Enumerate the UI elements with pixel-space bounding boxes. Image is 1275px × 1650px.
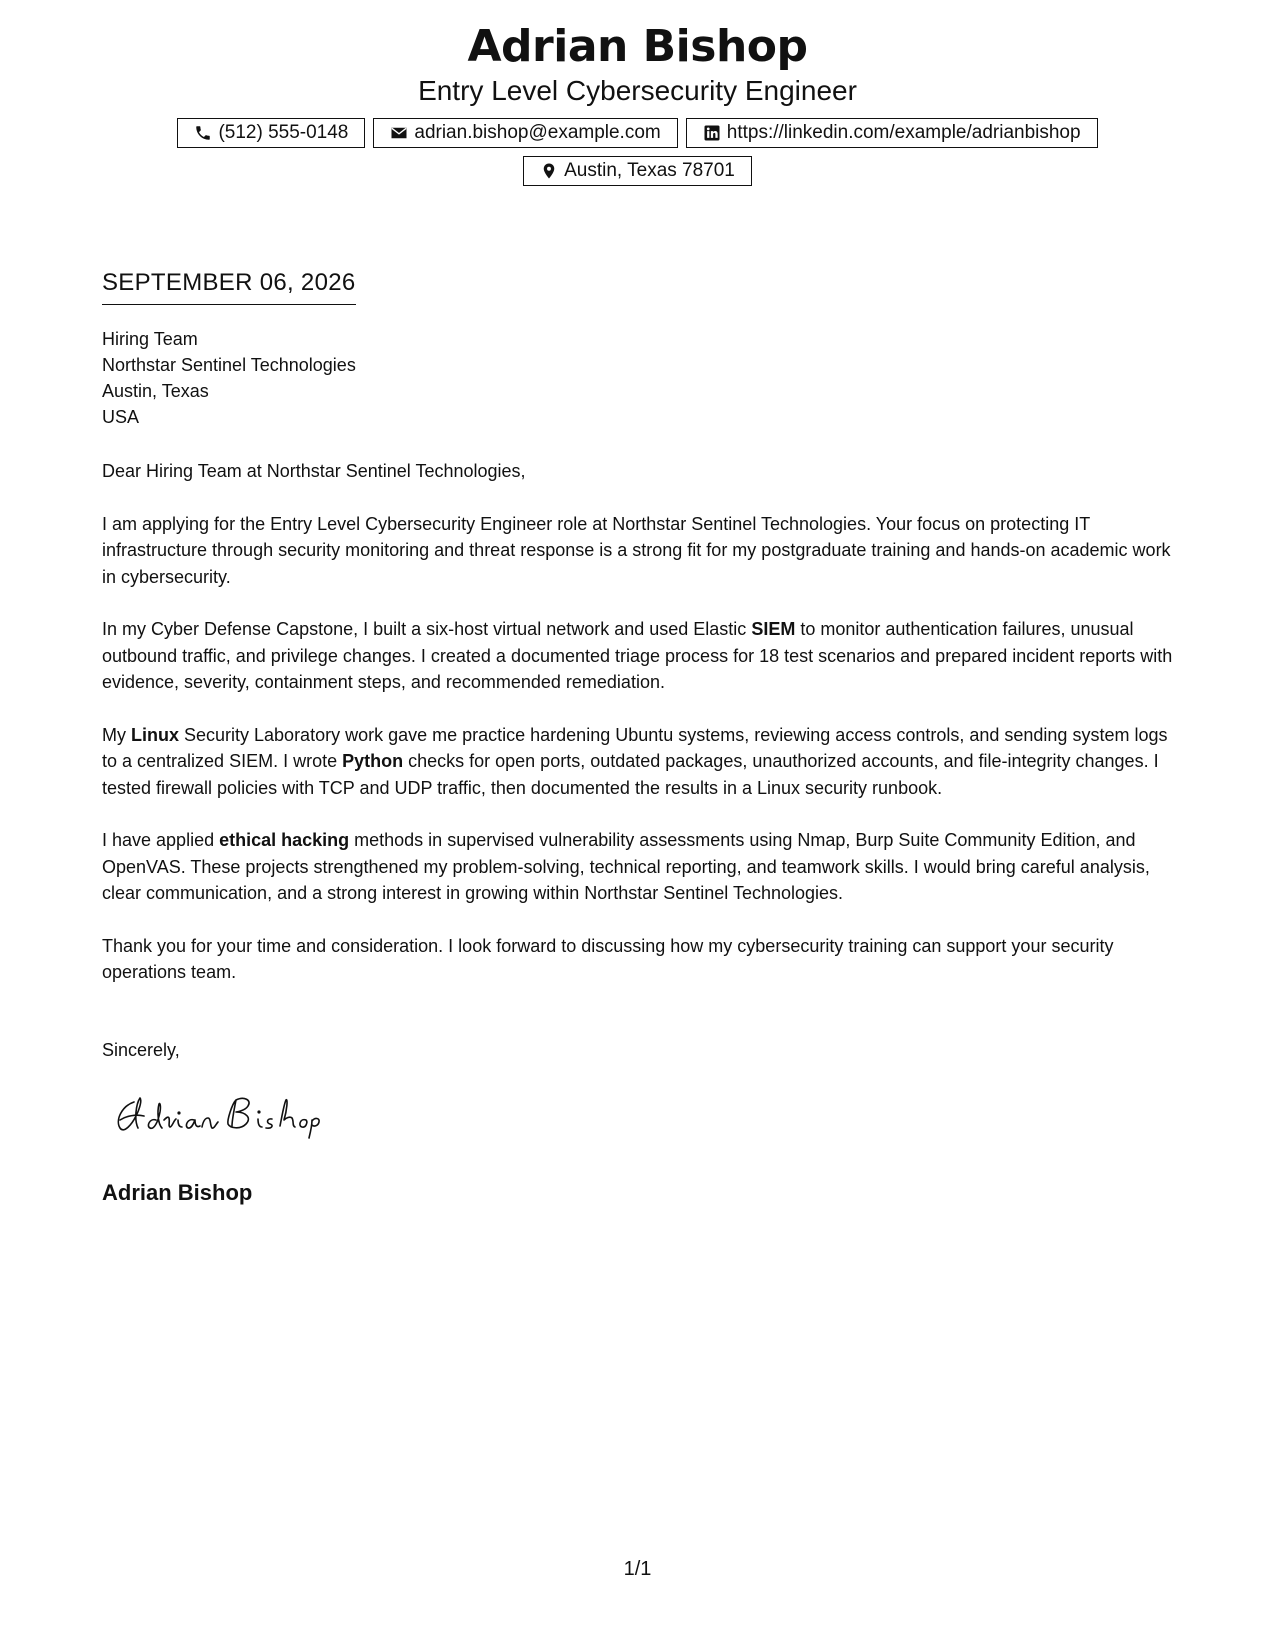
paragraph-intro: I am applying for the Entry Level Cybersecurity Engineer role at Northstar Sentinel Technologies. Your focus on protecting IT infrastructure through security monitoring and threat response is a strong fit for my postgraduate training and hands-on academic work in cybersecurity. — [102, 513, 1171, 587]
phone-icon — [194, 124, 212, 142]
applicant-role: Entry Level Cybersecurity Engineer — [418, 75, 857, 106]
keyword-python: Python — [342, 751, 404, 771]
email-contact[interactable] — [373, 118, 677, 148]
linkedin-icon — [703, 124, 721, 142]
letter-header — [0, 20, 1275, 186]
paragraph-linux: My Linux Security Laboratory work gave me practice hardening Ubuntu systems, reviewing access controls, and sending system logs to a centralized SIEM. I wrote Python checks for open ports, outdated packages, unauthorized accounts, and file-integrity changes. I tested firewall policies with TCP and UDP traffic, then documented the results in a Linux security runbook. — [102, 724, 1168, 798]
recipient-city: Austin, Texas — [102, 381, 209, 401]
location-contact[interactable] — [523, 156, 752, 186]
salutation: Dear Hiring Team at Northstar Sentinel Technologies, — [102, 461, 526, 481]
paragraph-closing: Thank you for your time and consideration. I look forward to discussing how my cybersecurity training can support your security operations team. — [102, 935, 1114, 982]
paragraph-ethical-hacking: I have applied ethical hacking methods in supervised vulnerability assessments using Nmap, Burp Suite Community Edition, and OpenVAS. These projects strengthened my problem-solving, technical reporting, and teamwork skills. I would bring careful analysis, clear communication, and a strong interest in growing within Northstar Sentinel Technologies. — [102, 830, 1150, 903]
email-text: adrian.bishop@example.com — [414, 122, 661, 143]
letter-body — [102, 458, 1177, 1012]
applicant-name: Adrian Bishop — [467, 21, 808, 72]
phone-text: (512) 555-0148 — [218, 122, 349, 143]
phone-contact[interactable] — [177, 118, 365, 148]
linkedin-text: https://linkedin.com/example/adrianbishop — [726, 122, 1081, 143]
location-text: Austin, Texas 78701 — [564, 160, 735, 181]
letter-date: SEPTEMBER 06, 2026 — [102, 268, 356, 305]
linkedin-contact[interactable] — [686, 118, 1098, 148]
keyword-siem: SIEM — [751, 619, 796, 639]
recipient-block — [102, 326, 356, 430]
keyword-linux: Linux — [131, 724, 179, 745]
paragraph-capstone: In my Cyber Defense Capstone, I built a six-host virtual network and used Elastic SIEM to monitor authentication failures, unusual outbound traffic, and privilege changes. I created a documented triage process for 18 test scenarios and prepared incident reports with evidence, severity, containment steps, and recommended remediation. — [102, 619, 1173, 692]
keyword-ethical-hacking: ethical hacking — [219, 830, 350, 850]
recipient-country: USA — [102, 407, 140, 427]
recipient-line: Hiring Team — [102, 329, 198, 349]
recipient-company: Northstar Sentinel Technologies — [102, 355, 356, 375]
envelope-icon — [390, 124, 408, 142]
page-number: 1/1 — [623, 1558, 652, 1580]
signer-name: Adrian Bishop — [102, 1180, 253, 1205]
map-pin-icon — [540, 162, 558, 180]
contact-bar — [138, 118, 1138, 186]
signature-image — [112, 1090, 342, 1140]
closing-text: Sincerely, — [102, 1040, 180, 1060]
